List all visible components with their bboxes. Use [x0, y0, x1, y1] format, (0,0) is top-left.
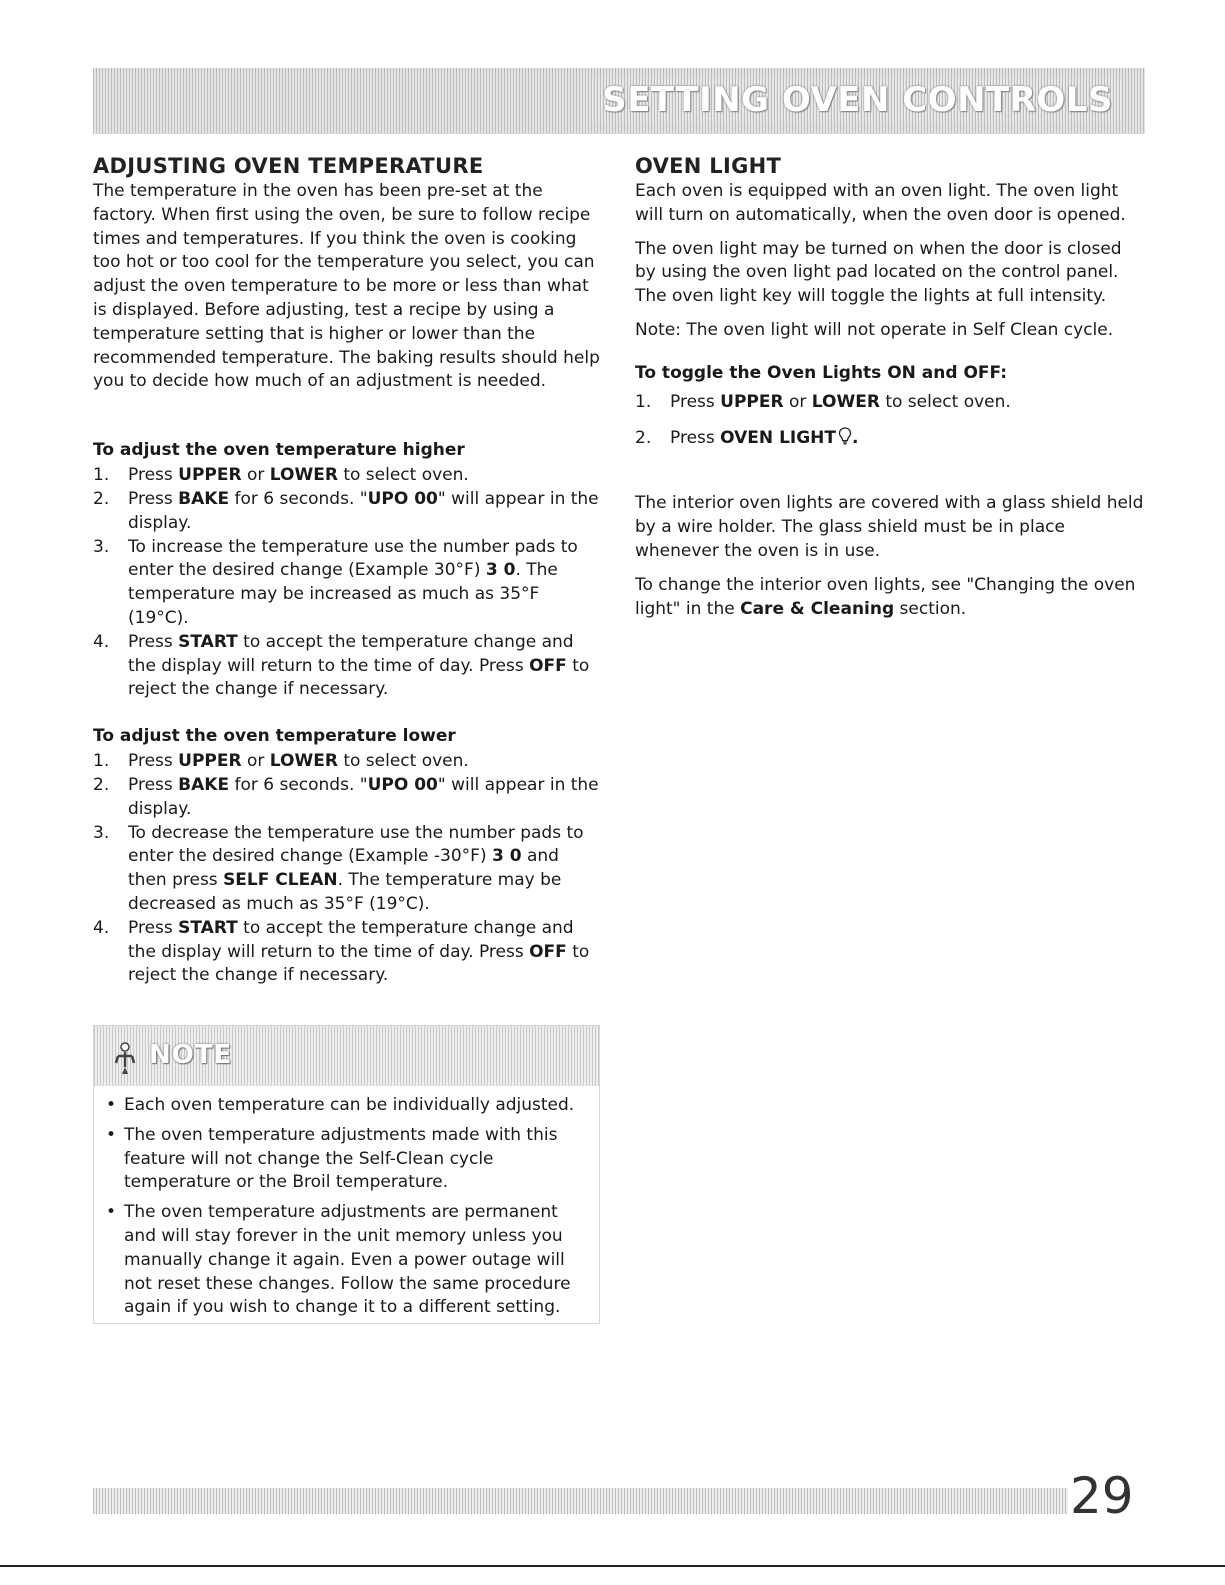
list-item: • Each oven temperature can be individually adjusted.: [106, 1095, 575, 1115]
note-header: [94, 1026, 599, 1086]
note-list: [106, 1094, 591, 1326]
section-heading: OVEN LIGHT: [635, 154, 782, 178]
note-title: NOTE: [149, 1040, 233, 1070]
paragraph: To change the interior oven lights, see "Changing the oven light" in the Care & Cleaning section.: [635, 574, 1136, 619]
list-item: • The oven temperature adjustments are permanent and will stay forever in the unit memory unless you manually change it again. Even a power outage will not reset these changes. Follow the same procedure again if you wish to change it to a different setting.: [106, 1202, 571, 1318]
list-item: 2. Press OVEN LIGHT .: [635, 427, 859, 448]
section-heading: ADJUSTING OVEN TEMPERATURE: [93, 154, 484, 178]
list-item: 4. Press START to accept the temperature change and the display will return to the time of day. Press OFF to reject the change if necessary.: [93, 631, 590, 700]
list-item: 2. Press BAKE for 6 seconds. "UPO 00" will appear in the display.: [93, 774, 599, 819]
list-item: • The oven temperature adjustments made with this feature will not change the Self-Clean cycle temperature or the Broil temperature.: [106, 1124, 558, 1193]
page-title: SETTING OVEN CONTROLS: [592, 78, 1123, 122]
steps-list: [635, 391, 1145, 451]
light-bulb-icon: [838, 427, 852, 445]
section-banner: [93, 68, 1145, 134]
list-item: 1. Press UPPER or LOWER to select oven.: [635, 391, 1011, 412]
paragraph: The interior oven lights are covered with a glass shield held by a wire holder. The glass shield must be in place whenever the oven is in use.: [635, 493, 1144, 561]
steps-list: [93, 750, 603, 988]
bottom-rule: [0, 1565, 1225, 1567]
subsection-heading: To toggle the Oven Lights ON and OFF:: [635, 362, 1008, 383]
paragraph: The oven light may be turned on when the door is closed by using the oven light pad located on the control panel. The oven light key will toggle the lights at full intensity.: [635, 238, 1122, 307]
list-item: 1. Press UPPER or LOWER to select oven.: [93, 751, 469, 772]
subsection-heading: To adjust the oven temperature lower: [93, 726, 456, 747]
steps-list: [93, 464, 603, 702]
note-icon: [112, 1041, 138, 1075]
list-item: 3. To decrease the temperature use the number pads to enter the desired change (Example -30°F) 3 0 and then press SELF CLEAN. The temperature may be decreased as much as 35°F (19°C).: [93, 822, 584, 914]
list-item: 2. Press BAKE for 6 seconds. "UPO 00" will appear in the display.: [93, 488, 599, 533]
intro-paragraph: The temperature in the oven has been pre-set at the factory. When first using the oven, be sure to follow recipe times and temperatures. If you think the oven is cooking too hot or too cool for the temperature you select, you can adjust the oven temperature to be more or less than what is displayed. Before adjusting, test a recipe by using a temperature setting that is higher or lower than the recommended temperature. The baking results should help you to decide how much of an adjustment is needed.: [93, 181, 600, 392]
page-number: 29: [1070, 1467, 1134, 1525]
list-item: 1. Press UPPER or LOWER to select oven.: [93, 465, 469, 486]
footer-bar: [93, 1488, 1068, 1514]
paragraph: Note: The oven light will not operate in Self Clean cycle.: [635, 319, 1114, 340]
list-item: 4. Press START to accept the temperature change and the display will return to the time of day. Press OFF to reject the change if necessary.: [93, 917, 590, 986]
subsection-heading: To adjust the oven temperature higher: [93, 440, 465, 461]
paragraph: Each oven is equipped with an oven light. The oven light will turn on automatically, when the oven door is opened.: [635, 181, 1126, 225]
right-column: [635, 154, 1145, 631]
list-item: 3. To increase the temperature use the number pads to enter the desired change (Example 30°F) 3 0. The temperature may be increased as much as 35°F (19°C).: [93, 536, 578, 628]
left-column: [93, 154, 603, 988]
note-box: [93, 1025, 600, 1324]
